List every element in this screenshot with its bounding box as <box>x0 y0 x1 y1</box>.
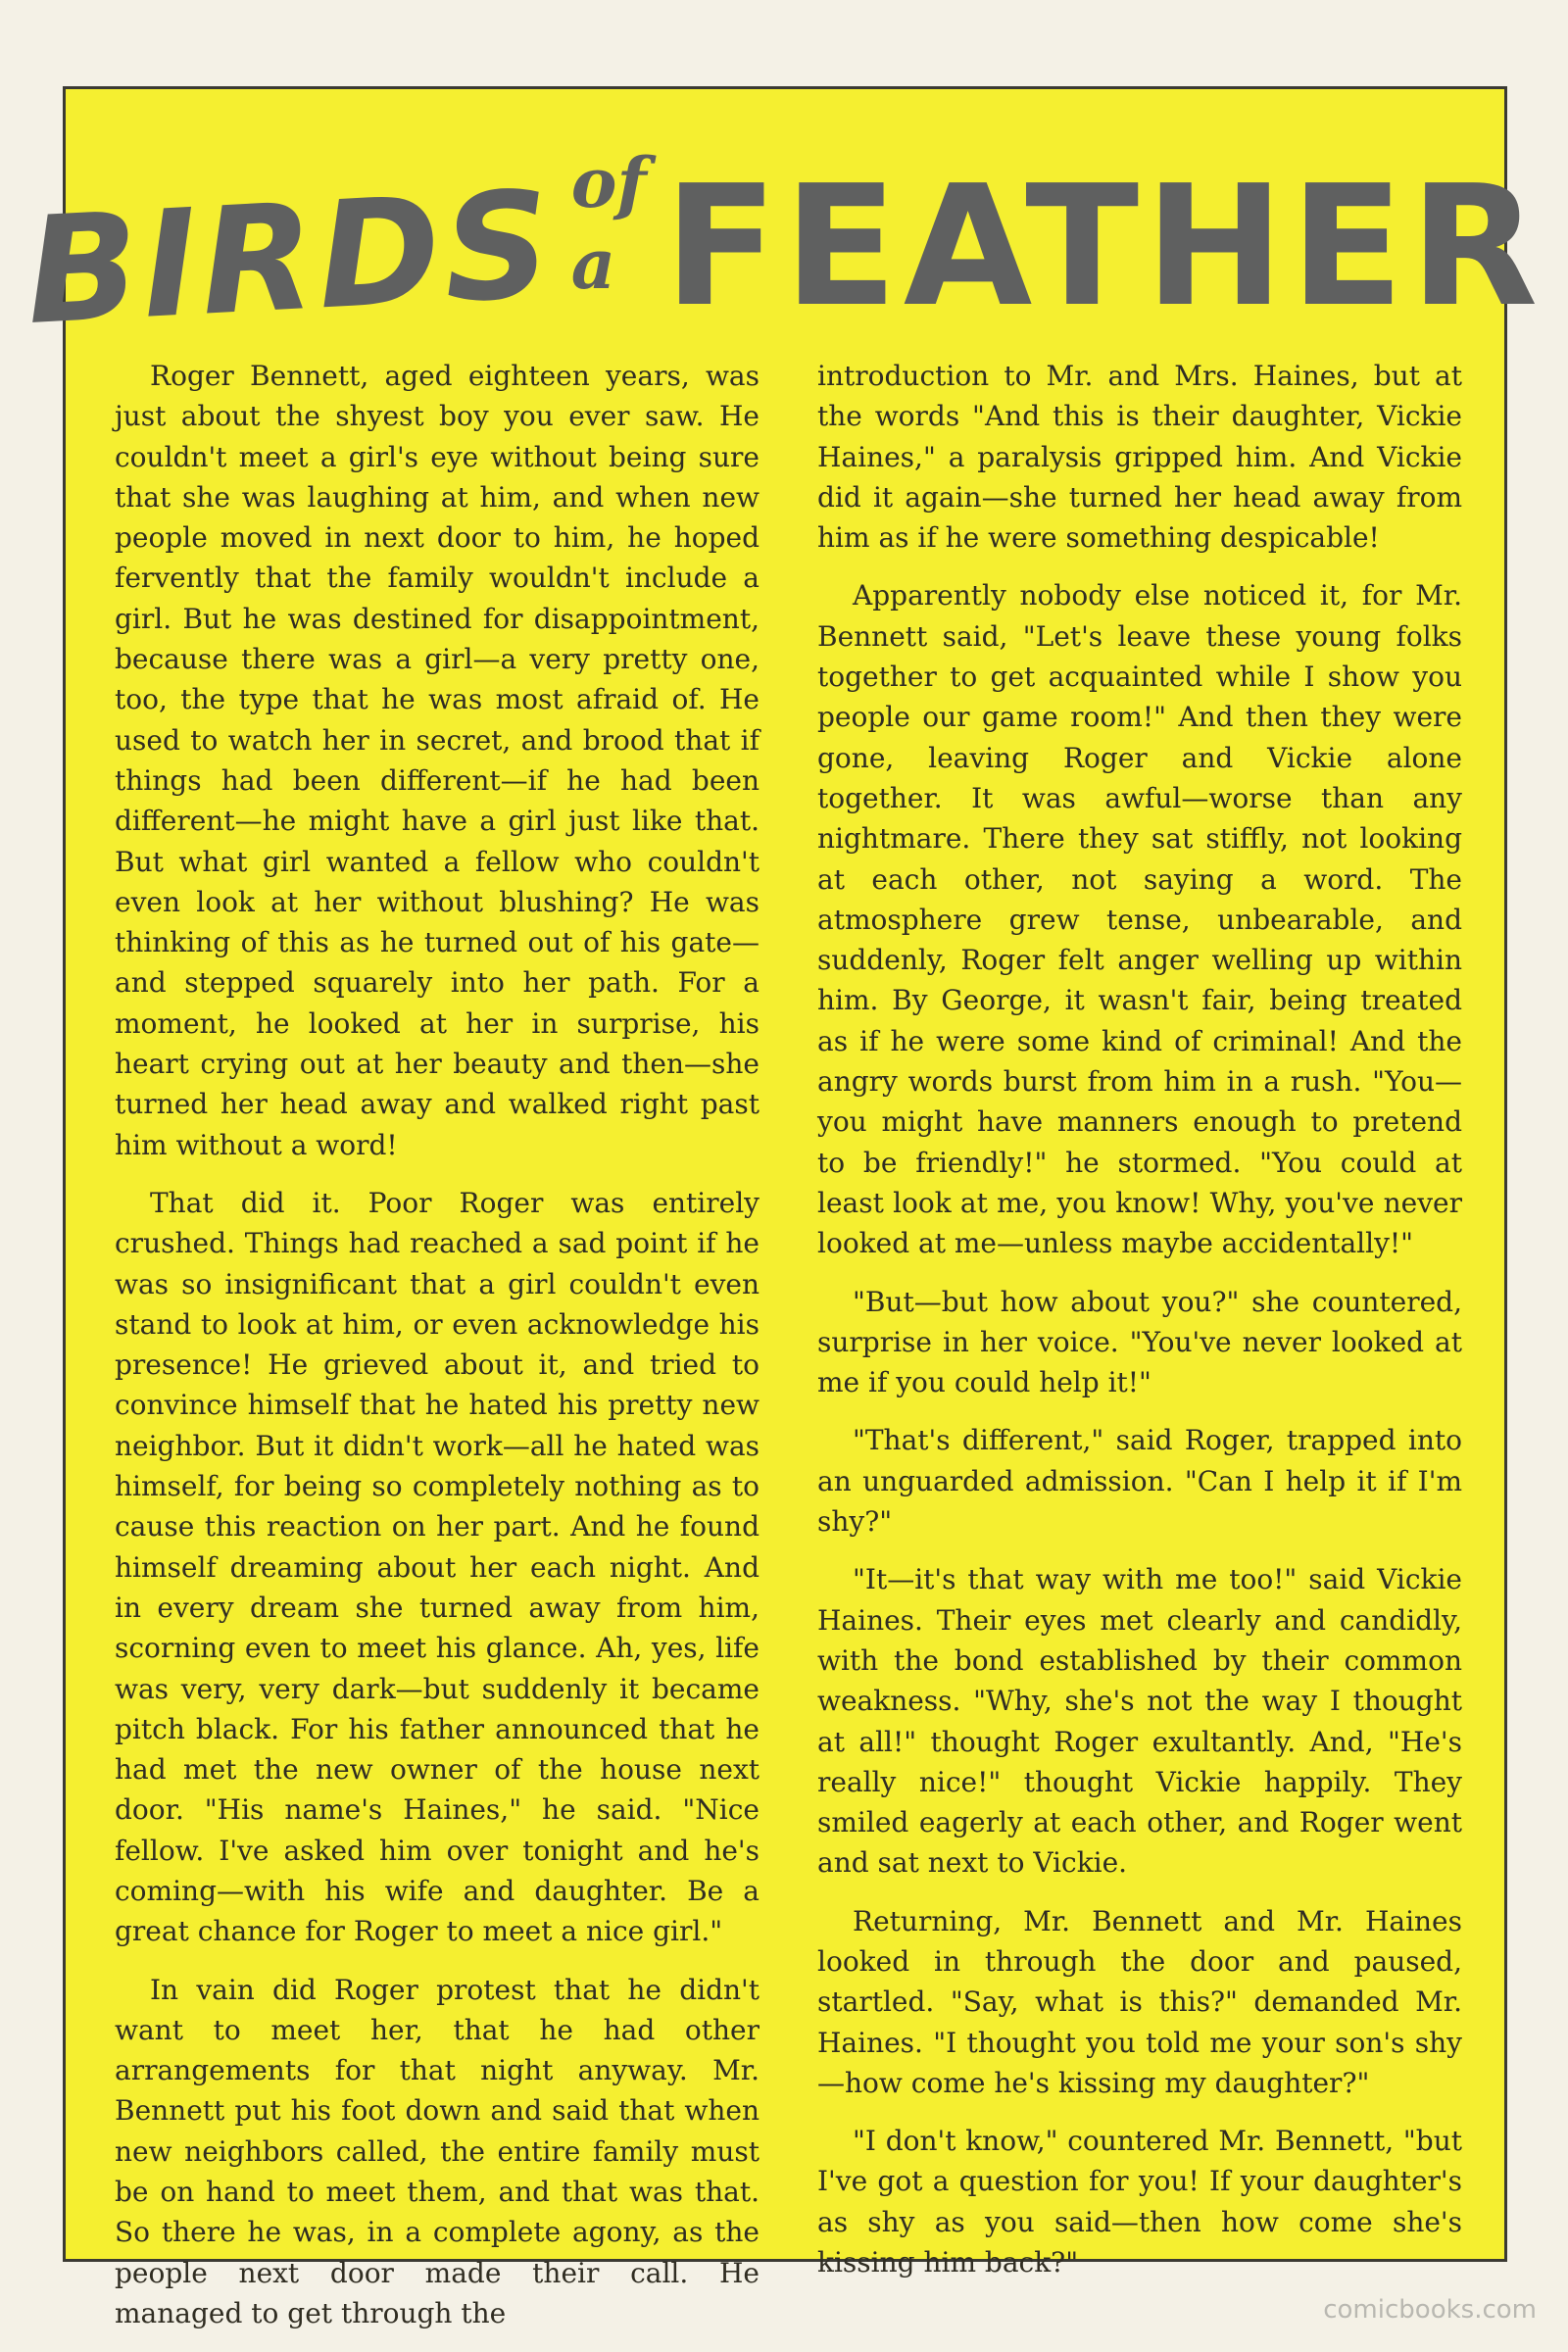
paragraph: In vain did Roger protest that he didn't want to meet her, that he had other arrangements for that night anyway. Mr. Bennett put his foot down and said that when new neighbors called, the entire family must be on hand to meet them, and that was that. So there he was, in a complete agony, as the people next door made their call. He managed to get through the <box>115 1973 760 2329</box>
paragraph: That did it. Poor Roger was entirely crushed. Things had reached a sad point if he was so insignificant that a girl couldn't even stand to look at him, or even acknowledge his presence! He grieved about it, and tried to convince himself that he hated his pretty new neighbor. But it didn't work—all he hated was himself, for being so completely nothing as to cause this reaction on her part. And he found himself dreaming about her each night. And in every dream she turned away from him, scorning even to meet his glance. Ah, yes, life was very, very dark—but suddenly it became pitch black. For his father announced that he had met the new owner of the house next door. "His name's Haines," he said. "Nice fellow. I've asked him over tonight and he's coming—with his wife and daughter. Be a great chance for Roger to meet a nice girl." <box>115 1186 760 1948</box>
paragraph: Returning, Mr. Bennett and Mr. Haines looked in through the door and paused, startled. "Say, what is this?" demanded Mr. Haines. "I thought you told me your son's shy—how come he's kissing my daughter?" <box>817 1904 1462 2099</box>
story-title <box>22 119 1544 358</box>
title-word-birds: BIRDS <box>22 160 558 358</box>
paragraph: Apparently nobody else noticed it, for Mr. Bennett said, "Let's leave these young folks together to get acquainted while I show you people our game room!" And then they were gone, leaving Roger and Vickie alone together. It was awful—worse than any nightmare. There they sat stiffly, not looking at each other, not saying a word. The atmosphere grew tense, unbearable, and suddenly, Roger felt anger welling up within him. By George, it wasn't fair, being treated as if he were some kind of criminal! And the angry words burst from him in a rush. "You—you might have manners enough to pretend to be friendly!" he stormed. "You could at least look at me, you know! Why, you've never looked at me—unless maybe accidentally!" <box>817 579 1462 1260</box>
left-column <box>115 356 760 2351</box>
title-word-feather: FEATHER <box>663 150 1544 344</box>
paragraph: "It—it's that way with me too!" said Vickie Haines. Their eyes met clearly and candidly, with the bond established by their common weakness. "Why, she's not the way I thought at all!" thought Roger exultantly. And, "He's really nice!" thought Vickie happily. They smiled eagerly at each other, and Roger went and sat next to Vickie. <box>817 1563 1462 1880</box>
title-word-of-a: of a <box>570 142 647 305</box>
paragraph: introduction to Mr. and Mrs. Haines, but at the words "And this is their daughter, Vickie Haines," a paralysis gripped him. And Vickie did it again—she turned her head away from him as if he were something despicable! <box>817 360 1462 555</box>
paragraph: "But—but how about you?" she countered, surprise in her voice. "You've never looked at me if you could help it!" <box>817 1285 1462 1399</box>
right-column <box>817 356 1462 2300</box>
watermark-text: comicbooks.com <box>1323 2295 1537 2325</box>
paragraph: Roger Bennett, aged eighteen years, was just about the shyest boy you ever saw. He couldn't meet a girl's eye without being sure that she was laughing at him, and when new people moved in next door to him, he hoped fervently that the family wouldn't include a girl. But he was destined for disappointment, because there was a girl—a very pretty one, too, the type that he was most afraid of. He used to watch her in secret, and brood that if things had been different—if he had been different—he might have a girl just like that. But what girl wanted a fellow who couldn't even look at her without blushing? He was thinking of this as he turned out of his gate—and stepped squarely into her path. For a moment, he looked at her in surprise, his heart crying out at her beauty and then—she turned her head away and walked right past him without a word! <box>115 360 760 1161</box>
paragraph: "I don't know," countered Mr. Bennett, "but I've got a question for you! If your daughter's as shy as you said—then how come she's kissing him back?" <box>817 2125 1462 2279</box>
paragraph: "That's different," said Roger, trapped into an unguarded admission. "Can I help it if I'm shy?" <box>817 1424 1462 1539</box>
